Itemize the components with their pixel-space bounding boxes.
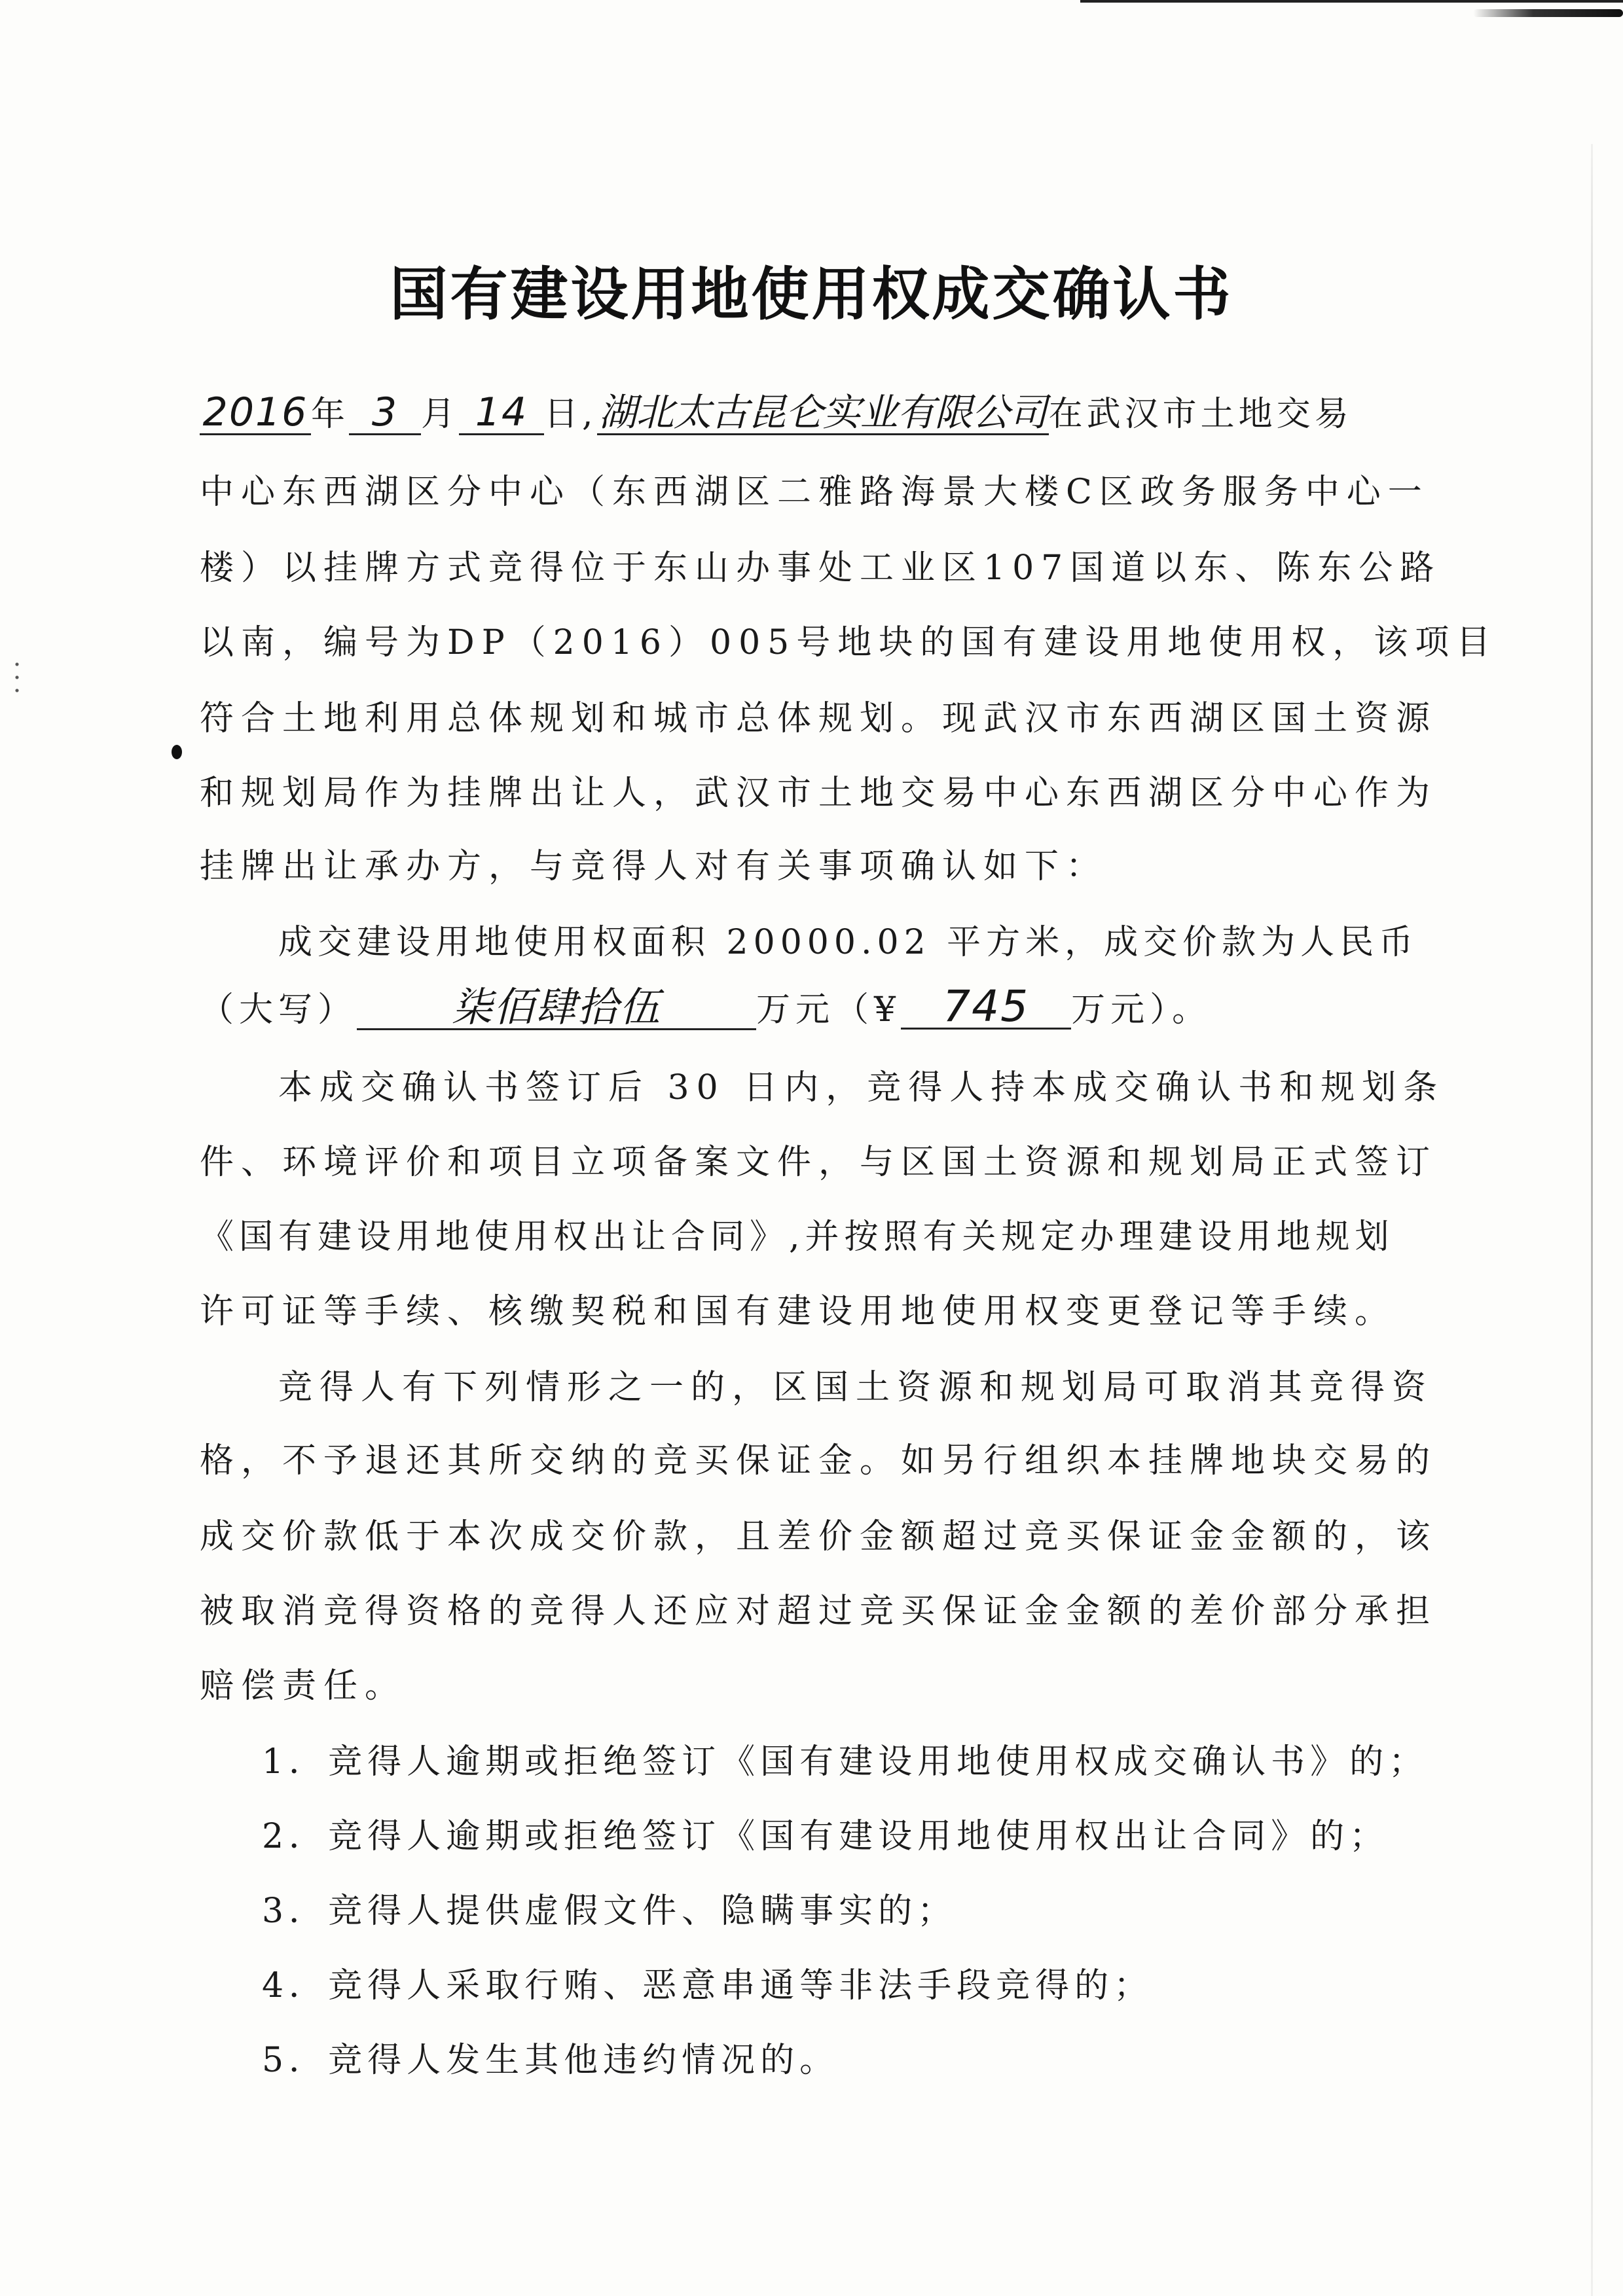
sign-line: 《国有建设用地使用权出让合同》,并按照有关规定办理建设用地规划 xyxy=(200,1217,1395,1257)
page-title: 国有建设用地使用权成交确认书 xyxy=(390,260,1233,328)
intro-line: 楼）以挂牌方式竞得位于东山办事处工业区107国道以东、陈东公路 xyxy=(200,548,1442,588)
label-day: 日, xyxy=(544,395,597,434)
punch-mark xyxy=(172,745,182,759)
fill-year: 2016 xyxy=(200,393,311,435)
scan-edge-top xyxy=(1080,0,1623,3)
scan-edge-right xyxy=(1591,144,1593,2296)
list-item: 2．竞得人逾期或拒绝签订《国有建设用地使用权出让合同》的； xyxy=(262,1817,1389,1856)
fill-month: 3 xyxy=(349,393,421,435)
list-item: 4．竞得人采取行贿、恶意串通等非法手段竞得的； xyxy=(262,1966,1154,2005)
sign-line: 件、环境评价和项目立项备案文件，与区国土资源和规划局正式签订 xyxy=(200,1143,1438,1182)
sign-line: 许可证等手续、核缴契税和国有建设用地使用权变更登记等手续。 xyxy=(200,1292,1396,1331)
list-item: 3．竞得人提供虚假文件、隐瞒事实的； xyxy=(262,1892,957,1931)
intro-line: 以南，编号为DP（2016）005号地块的国有建设用地使用权，该项目 xyxy=(200,623,1498,662)
fill-company: 湖北太古昆仑实业有限公司 xyxy=(597,393,1049,435)
scan-mark xyxy=(1473,9,1623,17)
label-month: 月 xyxy=(421,395,460,434)
label-wan-yuan-close: 万元）。 xyxy=(1071,990,1212,1030)
amount-line xyxy=(200,981,1444,1031)
cancel-line: 竞得人有下列情形之一的，区国土资源和规划局可取消其竞得资 xyxy=(278,1368,1434,1407)
fill-amount-words: 柒佰肆拾伍 xyxy=(357,988,756,1030)
cancel-line: 赔偿责任。 xyxy=(200,1666,407,1706)
intro-line: 符合土地利用总体规划和城市总体规划。现武汉市东西湖区国土资源 xyxy=(200,699,1438,738)
label-wan-yuan-open: 万元（¥ xyxy=(756,990,902,1030)
intro-line-0: 在武汉市土地交易 xyxy=(1048,395,1353,434)
scan-dots xyxy=(13,658,21,697)
intro-line: 中心东西湖区分中心（东西湖区二雅路海景大楼C区政务服务中心一 xyxy=(200,473,1429,512)
area-line: 成交建设用地使用权面积 20000.02 平方米，成交价款为人民币 xyxy=(278,923,1419,962)
fill-day: 14 xyxy=(459,393,544,435)
fill-amount-number: 745 xyxy=(901,987,1071,1030)
list-item: 1．竞得人逾期或拒绝签订《国有建设用地使用权成交确认书》的； xyxy=(262,1742,1429,1782)
list-item: 5．竞得人发生其他违约情况的。 xyxy=(262,2041,839,2080)
cancel-line: 被取消竞得资格的竞得人还应对超过竞买保证金金额的差价部分承担 xyxy=(200,1592,1438,1631)
label-year: 年 xyxy=(311,395,350,434)
intro-line: 挂牌出让承办方，与竞得人对有关事项确认如下： xyxy=(200,847,1108,886)
sign-line: 本成交确认书签订后 30 日内，竞得人持本成交确认书和规划条 xyxy=(278,1068,1445,1107)
label-big-write: （大写） xyxy=(200,990,357,1030)
cancel-line: 成交价款低于本次成交价款，且差价金额超过竞买保证金金额的，该 xyxy=(200,1517,1438,1556)
intro-line: 和规划局作为挂牌出让人，武汉市土地交易中心东西湖区分中心作为 xyxy=(200,774,1438,813)
header-line xyxy=(200,389,1444,435)
cancel-line: 格，不予退还其所交纳的竞买保证金。如另行组织本挂牌地块交易的 xyxy=(200,1441,1438,1480)
